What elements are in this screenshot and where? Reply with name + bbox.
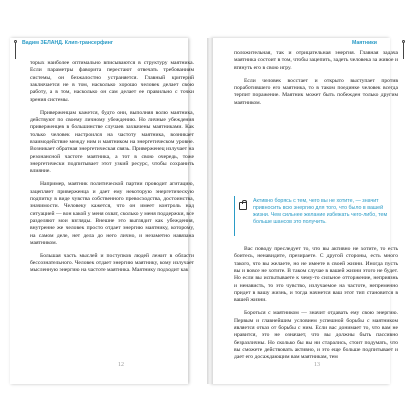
book-gutter — [207, 38, 213, 384]
left-paragraph: Например, маятник политической партии проводит агитацию, зацепляет приверженца и дает ему некоторую энергетическую подпитку в виде чувства собственного превосходства, достоинства, значимости. Человеку кажется, что он имеет контроль над ситуацией — вон какой у меня охват, сколько у меня поддержки, все разделяют мои взгляды. Внешне это выглядит как убеждения, внутренне же человек просто отдает энергию маятнику, которому, на самом деле, нет дела до него лично, и незаметно навязана маятником. — [30, 181, 194, 246]
left-page-number: 12 — [118, 362, 124, 368]
right-paragraph: Бороться с маятником — значит отдавать ему свою энергию. Первым и главнейшим условием успешной борьбы с маятником является отказ от борьбы с ним. Если вас донимает то, что вам не нравится, это не означает, что вы должны быть пассивно безразличны. Но сколько бы вы ни старались, стоит подумать, что вы сможете действовать активно, и это еще больше подпитывает и дает его досаждающим вам маятникам, тем — [234, 310, 398, 361]
right-page-text-top — [234, 50, 398, 107]
right-page-text-bottom — [234, 246, 398, 362]
left-page-text — [30, 60, 194, 275]
right-paragraph: Если человек восстает и открыто выступает против поработившего его маятника, то в таком поединке человек всегда терпит поражение. Маятник может быть побежден только другим маятником. — [234, 77, 398, 106]
right-paragraph: положительная, так и отрицательная энергия. Главная задача маятника состоит в том, чтобы зацепить, задеть человека за живое и втянуть его в свою игру. — [234, 50, 398, 71]
left-running-header: Вадим ЗЕЛАНД. Клип-трансерфинг — [22, 40, 114, 46]
right-page-number: 13 — [314, 362, 320, 368]
left-paragraph: Большая часть мыслей и поступков людей лежит в области бессознательного. Человек отдает энергию маятнику, кому излучает мысленную энергию на частоте маятника. Маятнику подходит как — [30, 252, 194, 274]
right-paragraph: Вас поводу преследует то, что вы активно не хотите, то есть боитесь, ненавидите, презираете. С другой стороны, есть много такого, что вы желаете, но не имеете в своей жизни. Иногда пусть вы и вовсе не хотите. В таком случае в вашей жизни этого не будет. Но если вы испытываете к чему-то сильное отторжение, неприязнь и ненависть, то это чувство, излучаемое на частоте, непременно придет в вашу жизнь, и тогда начнется ваш этот тип становится в вашей жизни. — [234, 246, 398, 304]
lock-icon — [239, 202, 247, 210]
right-running-header: Маятники — [352, 40, 377, 46]
highlight-quote — [234, 196, 397, 236]
left-paragraph: Приверженцам кажется, будто они, выполняя волю маятника, действуют по своему личному убеждению. Но личные убеждения приверженцев в большинстве случаев захвачены маятниками. Как только человек настроился на частоту маятника, возникает взаимодействие между ним и маятником на энергетическом уровне. Возникает обратная энергетическая связь. Приверженец излучает на резонансной частоте маятника, а тот в свою очередь, тоже энергетически подпитывает этот узкий ресурс, чтобы сохранить влияние. — [30, 109, 194, 175]
right-pin-icon — [402, 40, 405, 60]
left-pin-icon — [14, 40, 17, 60]
quote-text: Активно борясь с тем, чего вы не хотите, — значит привносить всю энергию для того, что было в вашей жизни. Чем сильнее желание избежать чего-либо, тем больше шансов это получить. — [253, 198, 388, 225]
left-paragraph: торых наиболее оптимально вписываются в структуру маятника. Если параметры фаворита перестают отвечать требованиям системы, он безжалостно устраняется. Главный критерий заключается не в том, насколько хорошо человек делает свою работу, а в том, насколько он сам делает ее правильно с точки зрения системы. — [30, 60, 194, 103]
